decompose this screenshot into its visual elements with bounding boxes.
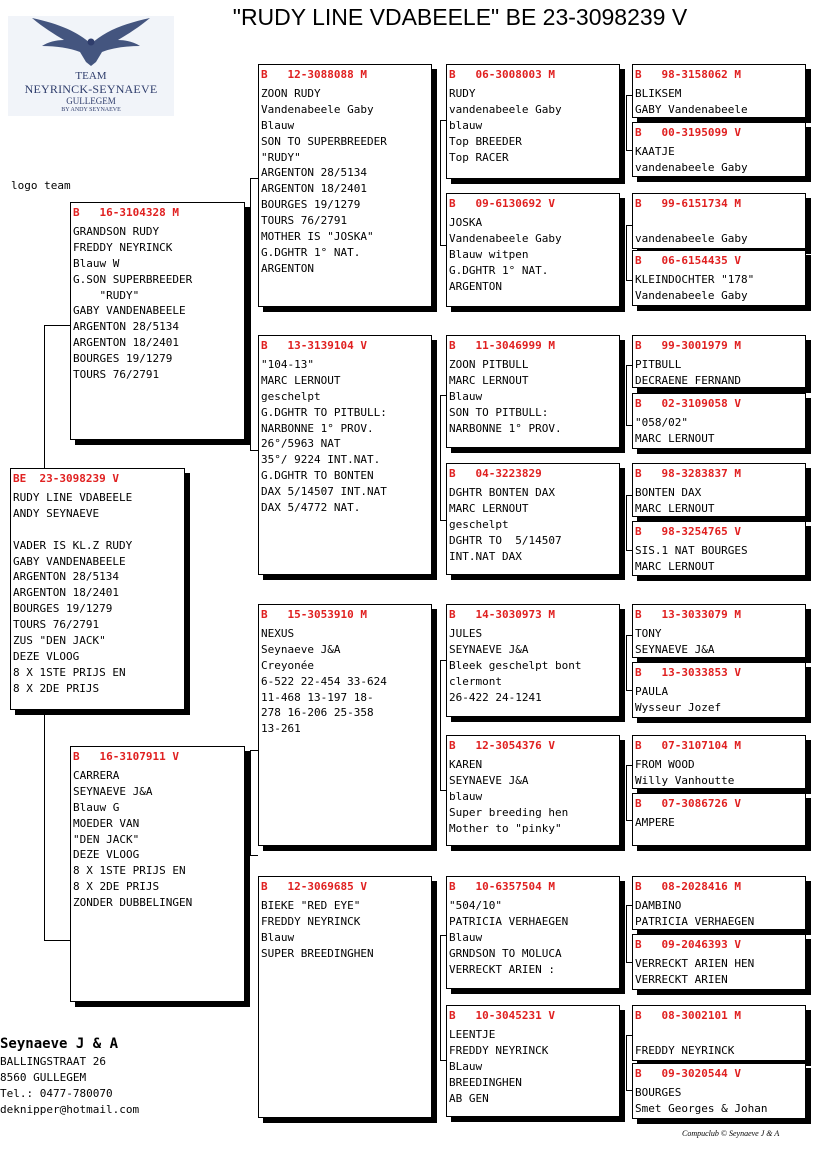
logo-team: TEAM [75, 70, 107, 82]
pedigree-line: Vandenabeele Gaby [261, 102, 374, 116]
pedigree-line: Top BREEDER [449, 134, 522, 148]
ring-number: B 09-6130692 V [449, 197, 555, 210]
pedigree-line: Smet Georges & Johan [635, 1101, 768, 1115]
pedigree-line: DAX 5/4772 NAT. [261, 501, 361, 515]
pedigree-box-gen4 [632, 1005, 806, 1061]
pedigree-line: VERRECKT ARIEN : [449, 962, 555, 976]
connector-line [626, 1035, 627, 1090]
pedigree-line: ZOON PITBULL [449, 357, 529, 371]
pedigree-box-gen4 [632, 393, 806, 449]
pedigree-line: JOSKA [449, 215, 483, 229]
pedigree-line: ZOON RUDY [261, 86, 321, 100]
pedigree-line [635, 1027, 803, 1043]
pedigree-line: G.SON SUPERBREEDER [73, 272, 193, 286]
pedigree-box-gen4 [632, 463, 806, 517]
logo-caption: logo team [11, 179, 71, 192]
pedigree-box-grandsire-paternal [258, 64, 432, 307]
logo-by: BY ANDY SEYNAEVE [61, 107, 121, 113]
owner-street: BALLINGSTRAAT 26 [0, 1055, 106, 1068]
owner-email: deknipper@hotmail.com [0, 1103, 140, 1116]
pedigree-line: 278 16-206 25-358 [261, 706, 374, 720]
pedigree-box-granddam-maternal [258, 876, 432, 1118]
pedigree-line: MARC LERNOUT [261, 373, 341, 387]
pedigree-box-gen4 [632, 735, 806, 789]
ring-number: B 13-3139104 V [261, 339, 367, 352]
pedigree-line: SON TO SUPERBREEDER [261, 134, 387, 148]
pedigree-box-gen4 [632, 662, 806, 718]
pedigree-line: Mother to "pinky" [449, 821, 562, 835]
ring-number: B 10-3045231 V [449, 1009, 555, 1022]
connector-line [626, 905, 627, 962]
pedigree-line: KLEINDOCHTER "178" [635, 272, 755, 286]
ring-number: B 13-3033079 M [635, 608, 741, 621]
pedigree-line: DEZE VLOOG [73, 848, 140, 862]
pedigree-line: FREDDY NEYRINCK [261, 914, 361, 928]
pedigree-line: RUDY LINE VDABEELE [13, 490, 133, 504]
pedigree-line: GABY VANDENABEELE [73, 304, 186, 318]
pedigree-line: vandenabeele Gaby [449, 102, 562, 116]
ring-number: B 08-3002101 M [635, 1009, 741, 1022]
pedigree-line: 8 X 1STE PRIJS EN [73, 864, 186, 878]
ring-number: B 12-3069685 V [261, 880, 367, 893]
pedigree-line: 13-261 [261, 722, 301, 736]
pedigree-line: FREDDY NEYRINCK [635, 1043, 735, 1057]
pedigree-line: 6-522 22-454 33-624 [261, 674, 387, 688]
pedigree-line: DGHTR BONTEN DAX [449, 485, 555, 499]
pedigree-line: Blauw W [73, 256, 120, 270]
connector-line [250, 450, 258, 451]
pedigree-line: 8 X 2DE PRIJS [13, 681, 100, 695]
pedigree-box-gen4 [632, 335, 806, 388]
pedigree-line: ANDY SEYNAEVE [13, 506, 100, 520]
pedigree-line: BOURGES [635, 1085, 682, 1099]
pedigree-line: KAATJE [635, 144, 675, 158]
connector-line [626, 765, 627, 820]
pedigree-line: Vandenabeele Gaby [449, 231, 562, 245]
pedigree-line: AB GEN [449, 1091, 489, 1105]
ring-number: B 98-3254765 V [635, 525, 741, 538]
pedigree-line: geschelpt [449, 517, 509, 531]
pedigree-line: G.DGHTR TO BONTEN [261, 469, 374, 483]
pedigree-line: PATRICIA VERHAEGEN [635, 914, 755, 928]
pedigree-line: Creyonée [261, 658, 314, 672]
pedigree-box-gen3 [446, 335, 620, 448]
pedigree-line: G.DGHTR 1° NAT. [449, 263, 549, 277]
pedigree-line: BOURGES 19/1279 [13, 602, 113, 616]
ring-number: B 98-3158062 M [635, 68, 741, 81]
ring-number: B 06-6154435 V [635, 254, 741, 267]
pedigree-line: GRNDSON TO MOLUCA [449, 946, 562, 960]
connector-line [440, 395, 441, 520]
pedigree-box-granddam-paternal [258, 335, 432, 575]
pedigree-line: ZUS "DEN JACK" [13, 634, 106, 648]
pedigree-line: 8 X 1STE PRIJS EN [13, 665, 126, 679]
connector-line [250, 855, 258, 856]
pedigree-line: BLauw [449, 1059, 483, 1073]
pedigree-line: ARGENTON 18/2401 [261, 182, 367, 196]
pedigree-line: DEZE VLOOG [13, 649, 80, 663]
pedigree-line: "058/02" [635, 415, 688, 429]
pedigree-line: Wysseur Jozef [635, 700, 722, 714]
pedigree-line: BONTEN DAX [635, 485, 702, 499]
pedigree-box-grandsire-maternal [258, 604, 432, 846]
pedigree-line: VADER IS KL.Z RUDY [13, 538, 133, 552]
pedigree-box-gen3 [446, 463, 620, 575]
pedigree-line: 8 X 2DE PRIJS [73, 880, 160, 894]
pedigree-line: SEYNAEVE J&A [449, 773, 529, 787]
ring-number: B 15-3053910 M [261, 608, 367, 621]
ring-number: B 12-3054376 V [449, 739, 555, 752]
pedigree-line: G.DGHTR 1° NAT. [261, 245, 361, 259]
pedigree-box-gen3 [446, 1005, 620, 1117]
pedigree-line: MARC LERNOUT [449, 373, 529, 387]
pedigree-line: GRANDSON RUDY [73, 224, 160, 238]
pedigree-line: SEYNAEVE J&A [449, 642, 529, 656]
pedigree-box-sire [70, 202, 245, 440]
pedigree-box-gen4 [632, 521, 806, 576]
pedigree-line: FROM WOOD [635, 757, 695, 771]
pedigree-line: JULES [449, 626, 483, 640]
pedigree-line: 26°/5963 NAT [261, 437, 341, 451]
pedigree-line: SEYNAEVE J&A [635, 642, 715, 656]
pedigree-line: FREDDY NEYRINCK [73, 240, 173, 254]
ring-number: B 09-2046393 V [635, 938, 741, 951]
pedigree-box-gen4 [632, 193, 806, 249]
ring-number: B 98-3283837 M [635, 467, 741, 480]
pedigree-line: ARGENTON 28/5134 [13, 570, 119, 584]
pedigree-line: geschelpt [261, 389, 321, 403]
owner-phone: Tel.: 0477-780070 [0, 1087, 113, 1100]
pedigree-line: RUDY [449, 86, 476, 100]
page-title: "RUDY LINE VDABEELE" BE 23-3098239 V [232, 4, 688, 30]
pedigree-line: "RUDY" [73, 288, 140, 302]
pedigree-line: BLIKSEM [635, 86, 682, 100]
ring-number: B 06-3008003 M [449, 68, 555, 81]
ring-number: B 12-3088088 M [261, 68, 367, 81]
pedigree-line: LEENTJE [449, 1027, 496, 1041]
connector-line [44, 325, 45, 468]
connector-line [44, 940, 70, 941]
pedigree-line: BREEDINGHEN [449, 1075, 522, 1089]
connector-line [44, 710, 45, 940]
pedigree-box-gen4 [632, 876, 806, 930]
pedigree-line: PATRICIA VERHAEGEN [449, 914, 569, 928]
pedigree-line: Blauw [449, 389, 483, 403]
pedigree-line: PITBULL [635, 357, 682, 371]
pedigree-line: Super breeding hen [449, 805, 569, 819]
pedigree-line: Blauw witpen [449, 247, 529, 261]
connector-line [250, 750, 251, 855]
pedigree-box-subject [10, 468, 185, 710]
pedigree-line: "104-13" [261, 357, 314, 371]
ring-number: B 00-3195099 V [635, 126, 741, 139]
connector-line [626, 95, 627, 150]
logo-place: GULLEGEM [66, 96, 116, 106]
pedigree-line: 35°/ 9224 INT.NAT. [261, 453, 381, 467]
pedigree-line: ARGENTON [261, 261, 314, 275]
pedigree-box-gen4 [632, 604, 806, 658]
pedigree-line: VERRECKT ARIEN HEN [635, 956, 755, 970]
connector-line [626, 495, 627, 550]
ring-number: B 14-3030973 M [449, 608, 555, 621]
pedigree-box-gen4 [632, 122, 806, 177]
pedigree-box-gen3 [446, 193, 620, 307]
pedigree-line: Blauw [261, 930, 295, 944]
pedigree-line: MOTHER IS "JOSKA" [261, 230, 374, 244]
pedigree-line: DAX 5/14507 INT.NAT [261, 485, 387, 499]
pedigree-line: Willy Vanhoutte [635, 773, 735, 787]
pedigree-line: DGHTR TO 5/14507 [449, 533, 562, 547]
pedigree-line: NARBONNE 1° PROV. [449, 421, 562, 435]
ring-number: B 10-6357504 M [449, 880, 555, 893]
pedigree-line: BOURGES 19/1279 [261, 198, 361, 212]
connector-line [440, 660, 441, 790]
pedigree-box-gen3 [446, 604, 620, 717]
pedigree-line: Blauw [261, 118, 295, 132]
pedigree-line: "504/10" [449, 898, 502, 912]
pedigree-line: BOURGES 19/1279 [73, 352, 173, 366]
ring-number: B 04-3223829 [449, 467, 542, 480]
pedigree-line: G.DGHTR TO PITBULL: [261, 405, 387, 419]
team-logo [8, 16, 174, 116]
pedigree-box-gen4 [632, 64, 806, 118]
pedigree-line: SIS.1 NAT BOURGES [635, 543, 748, 557]
pedigree-line: PAULA [635, 684, 669, 698]
pedigree-line: NARBONNE 1° PROV. [261, 421, 374, 435]
ring-number: BE 23-3098239 V [13, 472, 119, 485]
connector-line [440, 935, 441, 1060]
pedigree-line: NEXUS [261, 626, 295, 640]
owner-contact [0, 1036, 139, 1118]
connector-line [250, 750, 258, 751]
pedigree-line: KAREN [449, 757, 483, 771]
pedigree-line: MARC LERNOUT [635, 431, 715, 445]
pedigree-line: Top RACER [449, 150, 509, 164]
pedigree-box-gen3 [446, 876, 620, 989]
pedigree-line: SUPER BREEDINGHEN [261, 946, 374, 960]
pedigree-line: DAMBINO [635, 898, 682, 912]
connector-line [250, 178, 251, 450]
pedigree-box-gen4 [632, 793, 806, 846]
pedigree-line: vandenabeele Gaby [635, 231, 748, 245]
pedigree-line: ARGENTON [449, 279, 502, 293]
pedigree-line: MARC LERNOUT [635, 559, 715, 573]
pedigree-box-gen3 [446, 64, 620, 179]
pedigree-line: vandenabeele Gaby [635, 160, 748, 174]
connector-line [626, 365, 627, 425]
ring-number: B 08-2028416 M [635, 880, 741, 893]
pedigree-line: GABY VANDENABEELE [13, 554, 126, 568]
pedigree-line: BIEKE "RED EYE" [261, 898, 361, 912]
pedigree-line: "RUDY" [261, 150, 301, 164]
pedigree-line: MOEDER VAN [73, 816, 140, 830]
pedigree-box-gen4 [632, 250, 806, 306]
pedigree-line: ARGENTON 18/2401 [13, 586, 119, 600]
pedigree-line: 26-422 24-1241 [449, 690, 542, 704]
pedigree-line: AMPERE [635, 815, 675, 829]
ring-number: B 09-3020544 V [635, 1067, 741, 1080]
ring-number: B 02-3109058 V [635, 397, 741, 410]
pedigree-line [635, 215, 803, 231]
connector-line [440, 120, 441, 245]
pedigree-line: DECRAENE FERNAND [635, 373, 741, 387]
pedigree-line: ARGENTON 18/2401 [73, 336, 179, 350]
ring-number: B 16-3104328 M [73, 206, 179, 219]
pedigree-line: CARRERA [73, 768, 120, 782]
logo-name: NEYRINCK-SEYNAEVE [24, 82, 158, 96]
connector-line [626, 225, 627, 280]
pedigree-line: blauw [449, 789, 483, 803]
pedigree-box-gen4 [632, 1063, 806, 1119]
pedigree-line: GABY Vandenabeele [635, 102, 748, 116]
pedigree-line: MARC LERNOUT [635, 501, 715, 515]
pedigree-line: clermont [449, 674, 502, 688]
ring-number: B 16-3107911 V [73, 750, 179, 763]
pedigree-line: ARGENTON 28/5134 [261, 166, 367, 180]
pedigree-line: MARC LERNOUT [449, 501, 529, 515]
ring-number: B 11-3046999 M [449, 339, 555, 352]
pedigree-line: Bleek geschelpt bont [449, 658, 582, 672]
owner-city: 8560 GULLEGEM [0, 1071, 87, 1084]
pedigree-line: Seynaeve J&A [261, 642, 341, 656]
pedigree-line: FREDDY NEYRINCK [449, 1043, 549, 1057]
pedigree-box-gen4 [632, 934, 806, 990]
pedigree-line: SON TO PITBULL: [449, 405, 549, 419]
pedigree-line: Blauw G [73, 800, 120, 814]
eagle-icon [30, 16, 152, 72]
connector-line [626, 635, 627, 690]
pedigree-line: blauw [449, 118, 483, 132]
pedigree-line: ARGENTON 28/5134 [73, 320, 179, 334]
pedigree-line: 11-468 13-197 18- [261, 690, 374, 704]
pedigree-line: TONY [635, 626, 662, 640]
pedigree-line: ZONDER DUBBELINGEN [73, 896, 193, 910]
owner-name: Seynaeve J & A [0, 1036, 119, 1052]
connector-line [44, 325, 70, 326]
ring-number: B 99-6151734 M [635, 197, 741, 210]
ring-number: B 99-3001979 M [635, 339, 741, 352]
connector-line [250, 178, 258, 179]
pedigree-line: Vandenabeele Gaby [635, 288, 748, 302]
pedigree-line: VERRECKT ARIEN [635, 972, 728, 986]
pedigree-box-dam [70, 746, 245, 1002]
pedigree-line: SEYNAEVE J&A [73, 784, 153, 798]
pedigree-line: INT.NAT DAX [449, 549, 522, 563]
pedigree-box-gen3 [446, 735, 620, 846]
pedigree-line: TOURS 76/2791 [13, 618, 100, 632]
ring-number: B 07-3107104 M [635, 739, 741, 752]
pedigree-line: Blauw [449, 930, 483, 944]
copyright: Compuclub © Seynaeve J & A [682, 1129, 780, 1138]
ring-number: B 13-3033853 V [635, 666, 741, 679]
pedigree-line: TOURS 76/2791 [73, 368, 160, 382]
pedigree-line: TOURS 76/2791 [261, 214, 348, 228]
ring-number: B 07-3086726 V [635, 797, 741, 810]
pedigree-line [13, 522, 182, 538]
pedigree-line: "DEN JACK" [73, 832, 140, 846]
